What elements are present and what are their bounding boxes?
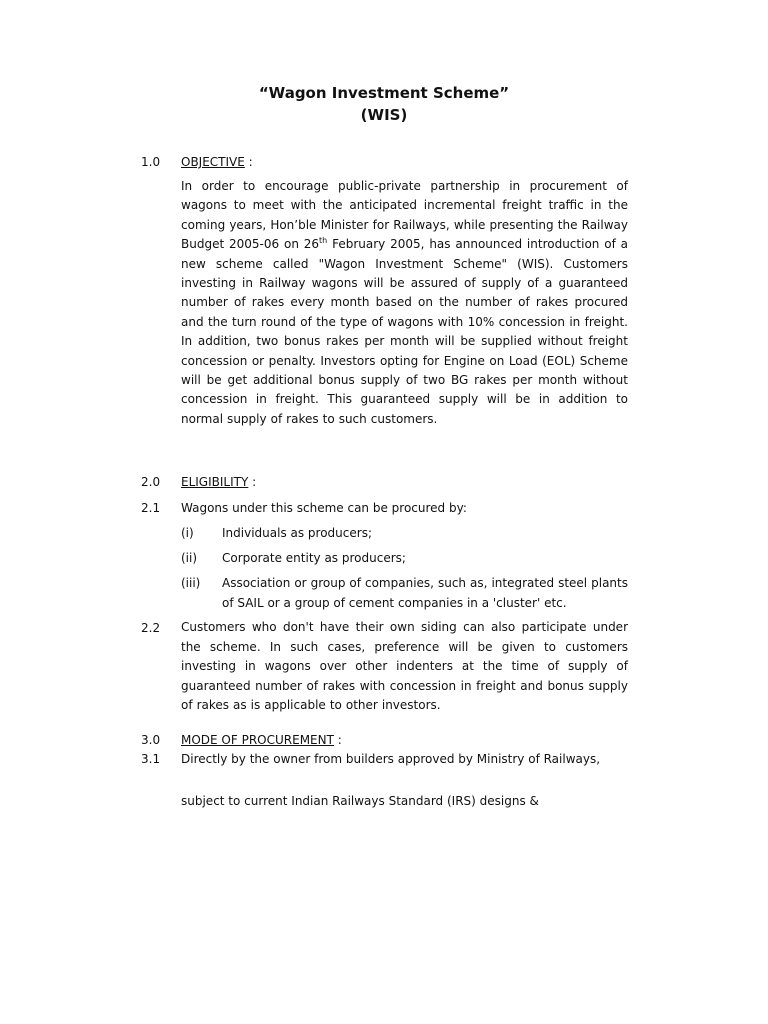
section-2-number: 2.0 — [141, 475, 161, 489]
clause-3-1-number: 3.1 — [141, 752, 161, 766]
clause-3-1-line-1: Directly by the owner from builders approved by Ministry of Railways, — [181, 752, 601, 766]
section-1-heading-text: OBJECTIVE — [181, 155, 245, 169]
clause-2-1-text: Wagons under this scheme can be procured by: — [181, 501, 467, 515]
section-3-heading-colon: : — [333, 733, 342, 747]
section-3-heading — [181, 731, 342, 749]
section-3-heading-text: MODE OF PROCUREMENT — [181, 733, 334, 747]
section-2-heading-colon: : — [248, 475, 257, 489]
section-1-heading — [181, 153, 253, 171]
list-item-text: Association or group of companies, such as, integrated steel plants of SAIL or a group of cement companies in a 'cluster' etc. — [222, 576, 628, 610]
section-3-number: 3.0 — [141, 733, 161, 747]
list-item-text: Individuals as producers; — [222, 526, 372, 540]
section-1-heading-colon: : — [244, 155, 253, 169]
section-1-text-b: February 2005, has announced introduction of a new scheme called "Wagon Investment Scheme" (WIS). Customers investing in Railway wagons will be assured of supply of a guaranteed number of rakes every month based on the number of rakes procured and the turn round of the type of wagons with 10% concession in freight. In addition, two bonus rakes per month will be supplied without freight concession or penalty. Investors opting for Engine on Load (EOL) Scheme will be get additional bonus supply of two BG rakes per month without concession in freight. This guaranteed supply will be in addition to normal supply of rakes to such customers. — [181, 237, 628, 426]
list-item-text: Corporate entity as producers; — [222, 551, 406, 565]
section-1-number: 1.0 — [141, 155, 161, 169]
section-1-superscript: th — [319, 236, 328, 246]
section-2-heading — [181, 473, 256, 491]
clause-2-1-number: 2.1 — [141, 501, 161, 515]
section-1-text-a: In order to encourage public-private partnership in procurement of wagons to meet with the anticipated incremental freight traffic in the coming years, Hon’ble Minister for Railways, while presenting the Railway Budget 2005-06 on 26 — [181, 179, 628, 252]
list-item-number: (ii) — [181, 551, 198, 565]
document-title: “Wagon Investment Scheme” — [258, 84, 510, 102]
list-item-number: (i) — [181, 526, 194, 540]
document-subtitle: (WIS) — [360, 106, 408, 124]
clause-2-2-text: Customers who don't have their own siding can also participate under the scheme. In such cases, preference will be given to customers investing in wagons over other indenters at the time of supply of guaranteed number of rakes with concession in freight and bonus supply of rakes as is applicable to other investors. — [181, 620, 628, 713]
section-2-heading-text: ELIGIBILITY — [181, 475, 249, 489]
list-item-number: (iii) — [181, 576, 201, 590]
section-1-paragraph — [181, 177, 628, 429]
clause-3-1-line-2: subject to current Indian Railways Standard (IRS) designs & — [181, 794, 539, 808]
clause-2-2-number: 2.2 — [141, 621, 161, 635]
